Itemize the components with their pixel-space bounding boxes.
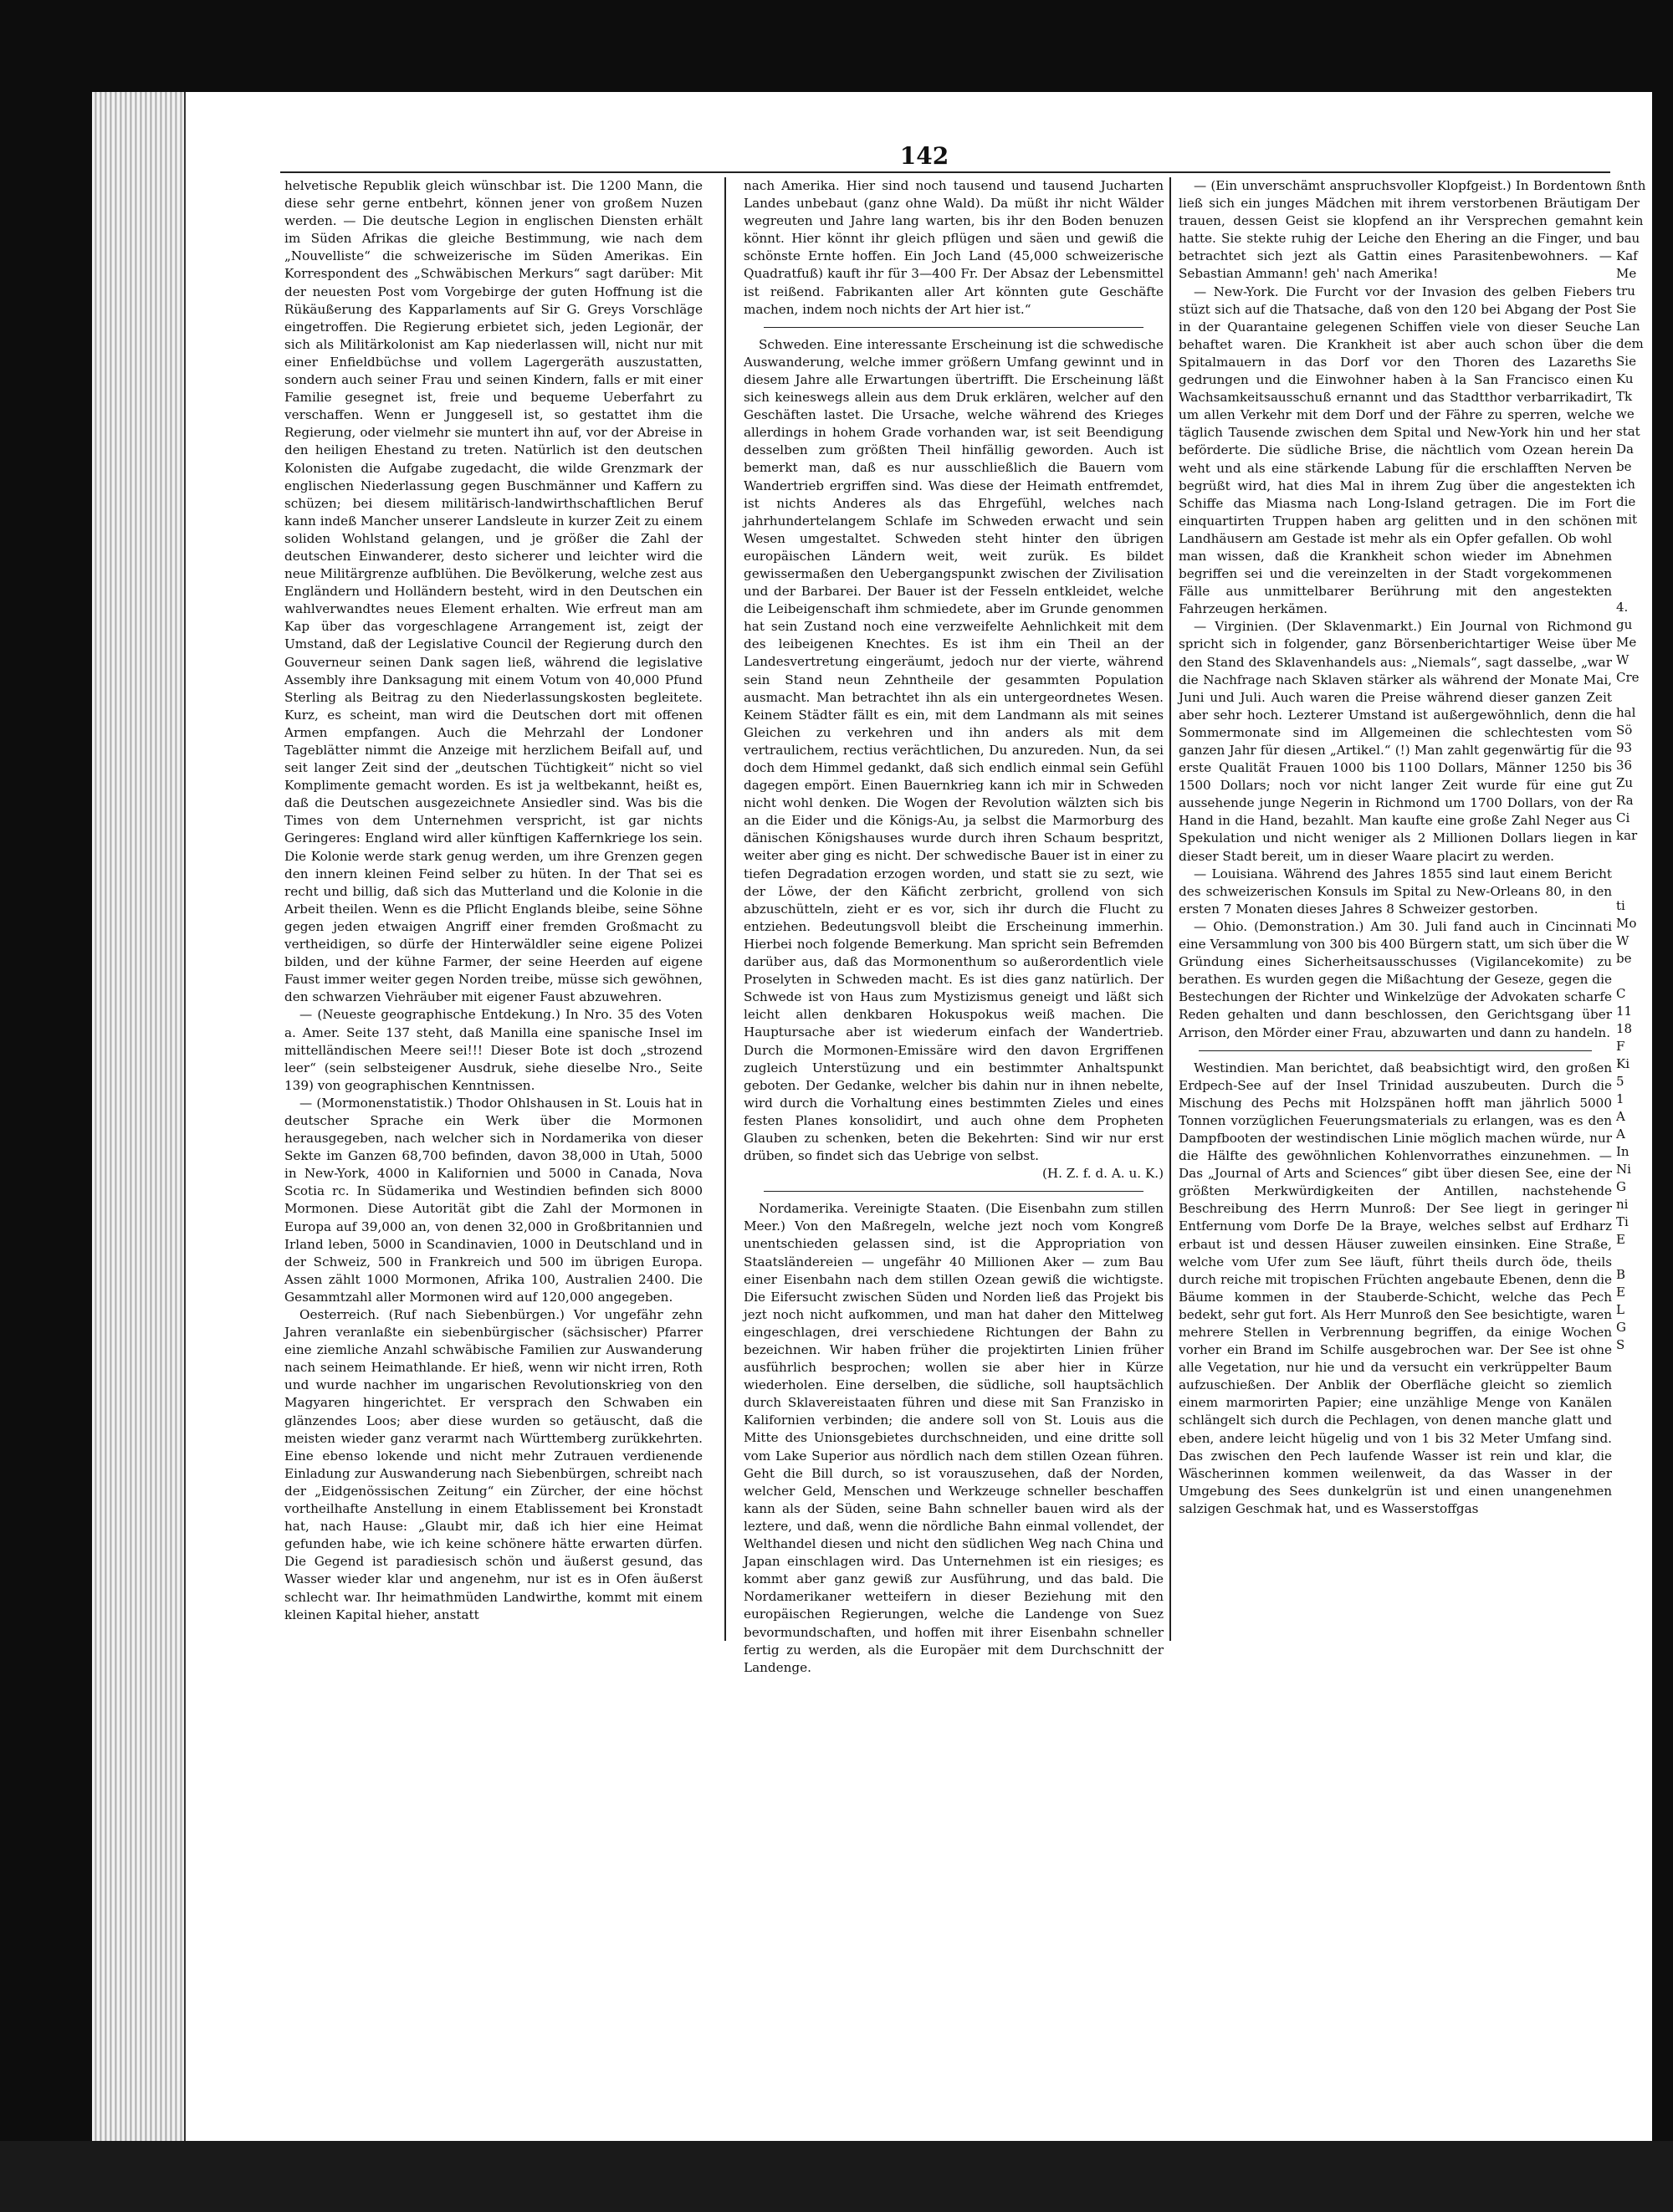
fragment-line: Cre [1616, 670, 1640, 685]
fragment-line: Ni [1616, 1162, 1631, 1177]
fragment-line [1616, 1512, 1651, 1530]
article-paragraph: — Louisiana. Während des Jahres 1855 sind laut einem Bericht des schweizerischen Konsuls im Spital zu New-Orleans 80, in den ersten 7 Monaten dieses Jahres 8 Schweizer gestorben. [1179, 866, 1612, 917]
fragment-line: A [1616, 1109, 1625, 1124]
fragment-line: hal [1616, 705, 1636, 720]
fragment-line: kar [1616, 828, 1638, 843]
fragment-line: S [1616, 1337, 1625, 1352]
fragment-line [1616, 1477, 1651, 1494]
fragment-line: ni [1616, 1197, 1629, 1212]
fragment-line [1616, 1600, 1651, 1617]
scan-border-bottom [0, 2141, 1673, 2212]
fragment-line: E [1616, 1285, 1625, 1300]
fragment-line: tru [1616, 284, 1635, 299]
fragment-line [1616, 862, 1651, 880]
article-paragraph: — (Ein unverschämt anspruchsvoller Klopfgeist.) In Bordentown ließ sich ein junges Mädchen mit ihrem verstorbenen Bräutigam trauen, dessen Geist sie klopfend an ihr Versprechen gemahnt hatte. Sie stekte ruhig der Leiche den Ehering an die Finger, und betrachtet sich jezt als Gattin eines Parasitenbewohners. — Sebastian Ammann! geh' nach Amerika! [1179, 178, 1612, 282]
fragment-line [1616, 1407, 1651, 1424]
fragment-line [1616, 1530, 1651, 1547]
fragment-line: Da [1616, 442, 1634, 457]
fragment-line [1616, 1424, 1651, 1442]
fragment-line: Lan [1616, 319, 1640, 334]
fragment-line: ßnth [1616, 178, 1646, 193]
fragment-line: E [1616, 1232, 1625, 1247]
fragment-line [1616, 1372, 1651, 1389]
fragment-line: Ti [1616, 1214, 1629, 1229]
fragment-line: B [1616, 1267, 1626, 1282]
fragment-line: G [1616, 1179, 1626, 1194]
fragment-line [1616, 1688, 1651, 1705]
fragment-line: Sö [1616, 723, 1633, 738]
fragment-line: we [1616, 406, 1635, 421]
article-paragraph: — Virginien. (Der Sklavenmarkt.) Ein Journal von Richmond spricht sich in folgender, ganz Börsenberichtartiger Weise über den Stand des Sklavenhandels aus: „Niemals“, sagt dasselbe, „war die Nachfrage nach Sklaven stärker als während der Monate Mai, Juni und Juli. Auch waren die Preise während dieser ganzen Zeit aber sehr hoch. Lezterer Umstand ist außergewöhnlich, denn die Sommermonate sind im Allgemeinen die schlechtesten vom ganzen Jahr für diesen „Artikel.“ (!) Man zahlt gegenwärtig für die erste Qualität Frauen 1000 bis 1100 Dollars, Männer 1250 bis 1500 Dollars; noch vor nicht langer Zeit wurde für eine gut aussehende junge Negerin in Richmond um 1700 Dollars, von der Hand in die Hand, bezahlt. Man kaufte eine große Zahl Neger aus Spekulation und nicht weniger als 2 Millionen Dollars liegen in dieser Stadt bereit, um in dieser Waare placirt zu werden. [1179, 619, 1612, 864]
article-paragraph: (H. Z. f. d. A. u. K.) [1041, 1166, 1164, 1182]
fragment-line [1616, 1547, 1651, 1565]
article-paragraph: helvetische Republik gleich wünschbar ist. Die 1200 Mann, die diese sehr gerne entbehrt, können jener von großem Nuzen werden. — Die deutsche Legion in englischen Diensten erhält im Süden Afrikas die gleiche Bestimmung, wie nach dem „Nouvelliste“ die schweizerische im Süden Amerikas. Ein Korrespondent des „Schwäbischen Merkurs“ sagt darüber: Mit der neuesten Post vom Vorgebirge der guten Hoffnung ist die Rükäußerung des Kapparlaments auf Sir G. Greys Vorschläge eingetroffen. Die Regierung erbietet sich, jeden Legionär, der sich als Militärkolonist am Kap niederlassen will, nicht nur mit einer Enfieldbüchse und vollem Lagergeräth auszustatten, sondern auch seiner Frau und seinen Kindern, falls er mit einer Familie gesegnet ist, freie und bequeme Ueberfahrt zu verschaffen. Wenn er Junggesell ist, so gestattet ihm die Regierung, oder vielmehr sie muntert ihn auf, vor der Abreise in den heiligen Ehestand zu treten. Natürlich ist den deutschen Kolonisten die Aufgabe zugedacht, die wilde Grenzmark der englischen Niederlassung gegen Buschmänner und Kaffern zu schüzen; bei diesem militärisch-landwirthschaftlichen Beruf kann indeß Mancher unserer Landsleute in kurzer Zeit zu einem soliden Wohlstand gelangen, und je größer die Zahl der deutschen Einwanderer, desto sicherer und leichter wird die neue Militärgrenze aufblühen. Die Bevölkerung, welche zest aus Engländern und Holländern besteht, wird in den Deutschen ein wahlverwandtes neues Element erhalten. Wie erfreut man am Kap über das vorgeschlagene Arrangement ist, zeigt der Umstand, daß der Legislative Council der Regierung durch den Gouverneur seinen Dank sagen ließ, während die legislative Assembly ihre Danksagung mit einem Votum von 40,000 Pfund Sterling als Beitrag zu den Niederlassungskosten begleitete. Kurz, es scheint, man wird die Deutschen dort mit offenen Armen empfangen. Auch die Mehrzahl der Londoner Tageblätter nimmt die Anzeige mit herzlichem Beifall auf, und seit langer Zeit sind der „deutschen Tüchtigkeit“ nicht so viel Komplimente gemacht worden. Es ist ja weltbekannt, heißt es, daß die Deutschen ausgezeichnete Ansiedler sind. Was bis die Times von dem Unternehmen verspricht, ist gar nichts Geringeres: England wird aller künftigen Kaffernkriege los sein. Die Kolonie werde stark genug werden, um ihre Grenzen gegen den innern kleinen Feind selber zu hüten. In der That sei es recht und billig, daß sich das Mutterland und die Kolonie in die Arbeit theilen. Wenn es die Pflicht Englands bleibe, seine Söhne gegen jeden etwaigen Angriff einer fremden Großmacht zu vertheidigen, so dürfe der Hinterwäldler seine eigene Polizei bilden, und der kühne Farmer, der seine Heerden auf eigene Faust immer weiter gegen Norden treibe, müsse sich gewöhnen, den schwarzen Viehräuber mit eigener Faust abzuwehren. [284, 178, 703, 1005]
fragment-line [1616, 564, 1651, 581]
fragment-line: A [1616, 1126, 1625, 1142]
fragment-line: Ku [1616, 371, 1634, 386]
fragment-line: G [1616, 1320, 1626, 1335]
fragment-line: Zu [1616, 775, 1634, 790]
fragment-line [1616, 1670, 1651, 1688]
fragment-line: Me [1616, 266, 1637, 281]
article-paragraph: nach Amerika. Hier sind noch tausend und tausend Jucharten Landes unbebaut (ganz ohne Wald). Da müßt ihr nicht Wälder wegreuten und Jahre lang warten, bis ihr den Boden benuzen könnt. Hier könnt ihr gleich pflügen und säen und gewiß die schönste Ernte hoffen. Ein Joch Land (45,000 schweizerische Quadratfuß) kauft ihr für 3—400 Fr. Der Absaz der Lebensmittel ist reißend. Fabrikanten aller Art könnten gute Geschäfte machen, indem noch nichts der Art hier ist.“ [744, 178, 1164, 317]
fragment-line [1616, 687, 1651, 704]
fragment-line: kein [1616, 213, 1644, 228]
fragment-line: Sie [1616, 354, 1636, 369]
fragment-line: 5 [1616, 1074, 1624, 1089]
fragment-line: Me [1616, 635, 1637, 650]
fragment-line [1616, 845, 1651, 862]
fragment-line: 36 [1616, 758, 1633, 773]
fragment-line: stat [1616, 424, 1640, 439]
scan-border-left [0, 0, 92, 2212]
fragment-line: Der [1616, 196, 1640, 211]
fragment-line: 1 [1616, 1091, 1624, 1106]
fragment-line: Ci [1616, 810, 1630, 825]
fragment-line: Ra [1616, 793, 1634, 808]
fragment-line: 18 [1616, 1021, 1633, 1036]
fragment-line: W [1616, 652, 1630, 667]
fragment-line: 4. [1616, 600, 1629, 615]
fragment-line: be [1616, 459, 1632, 474]
article-paragraph: Nordamerika. Vereinigte Staaten. (Die Eisenbahn zum stillen Meer.) Von den Maßregeln, welche jezt noch vom Kongreß unentschieden gelassen sind, ist die Appropriation von Staatsländereien — ungefähr 40 Millionen Aker — zum Bau einer Eisenbahn nach dem stillen Ozean gewiß die wichtigste. Die Eifersucht zwischen Süden und Norden ließ das Projekt bis jezt noch nicht aufkommen, und man hat daher den Mittelweg eingeschlagen, drei verschiedene Richtungen der Bahn zu bezeichnen. Wir haben früher die projektirten Linien früher ausführlich besprochen; wollen sie aber hier in Kürze wiederholen. Eine derselben, die südliche, soll hauptsächlich durch Sklavereistaaten führen und diese mit San Franzisko in Kalifornien verbinden; die andere soll von St. Louis aus die Mitte des Unionsgebietes durchschneiden, und eine dritte soll vom Lake Superior aus nördlich nach dem stillen Ozean führen. Geht die Bill durch, so ist vorauszusehen, daß der Norden, welcher Geld, Menschen und Werkzeuge schneller beschaffen kann als der Süden, seine Bahn schneller bauen wird als der leztere, und daß, wenn die nördliche Bahn einmal vollendet, der Welthandel diesen und nicht den südlichen Weg nach China und Japan einschlagen wird. Das Unternehmen ist ein riesiges; es kommt aber ganz gewiß zur Ausführung, und das bald. Die Nordamerikaner wetteifern in dieser Beziehung mit den europäischen Regierungen, welche die Landenge von Suez bevormundschaften, und hoffen mit ihrer Eisenbahn schneller fertig zu werden, als die Europäer mit dem Durchschnitt der Landenge. [744, 1201, 1164, 1675]
article-paragraph: — (Mormonenstatistik.) Thodor Ohlshausen in St. Louis hat in deutscher Sprache ein Werk über die Mormonen herausgegeben, nach welcher sich in Nordamerika von dieser Sekte im Ganzen 68,700 befinden, davon 38,000 in Utah, 5000 in New-York, 4000 in Kalifornien und 5000 in Canada, Nova Scotia rc. In Südamerika und Westindien befinden sich 8000 Mormonen. Diese Autorität gibt die Zahl der Mormonen in Europa auf 39,000 an, von denen 32,000 in Großbritannien und Irland leben, 5000 in Scandinavien, 1000 in Deutschland und in der Schweiz, 500 in Frankreich und 500 im übrigen Europa. Assen zählt 1000 Mormonen, Afrika 100, Australien 2400. Die Gesammtzahl aller Mormonen wird auf 120,000 angegeben. [284, 1095, 703, 1305]
fragment-line: 93 [1616, 740, 1633, 755]
article-separator [764, 1191, 1143, 1192]
book-page-edges [92, 92, 186, 2141]
fragment-line [1616, 1653, 1651, 1670]
column-divider-1 [724, 177, 726, 1641]
column-1 [284, 177, 703, 1917]
fragment-line [1616, 1582, 1651, 1600]
fragment-line: die [1616, 494, 1636, 509]
fragment-line: W [1616, 933, 1630, 948]
article-paragraph: Westindien. Man berichtet, daß beabsichtigt wird, den großen Erdpech-See auf der Insel Trinidad auszubeuten. Durch die Mischung des Pechs mit Holzspänen hofft man jährlich 5000 Tonnen vorzüglichen Feuerungsmaterials zu erlangen, was es den Dampfbooten der westindischen Linie möglich machen würde, nur die Hälfte des gewöhnlichen Kohlenvorrathes einzunehmen. — Das „Journal of Arts and Sciences“ gibt über diesen See, eine der größten Merkwürdigkeiten der Antillen, nachstehende Beschreibung des Herrn Munroß: Der See liegt in geringer Entfernung vom Dorfe De la Braye, welches selbst auf Erdharz erbaut ist und dessen Häuser zuweilen einsinken. Eine Straße, welche vom Ufer zum See läuft, führt theils durch öde, theils durch reiche mit tropischen Früchten angebaute Ebenen, denn die Bäume kommen in der Stauberde-Schicht, welche das Pech bedekt, sehr gut fort. Als Herr Munroß den See besichtigte, waren mehrere Stellen in Verbrennung begriffen, da einige Wochen vorher ein Brand im Schilfe ausgebrochen war. Der See ist ohne alle Vegetation, nur hie und da versucht ein verkrüppelter Baum aufzuschießen. Der Anblik der Oberfläche gleicht so ziemlich einem marmorirten Papier; eine unzählige Menge von Kanälen schlängelt sich durch die Pechlagen, von denen manche glatt und eben, andere leicht hügelig und von 1 bis 32 Meter Umfang sind. Das zwischen den Pech laufende Wasser ist rein und klar, die Wäscherinnen kommen weilenweit, da das Wasser in der Umgebung des Sees dunkelgrün ist und einen unangenehmen salzigen Geschmak hat, und es Wasserstoffgas [1179, 1060, 1612, 1516]
article-paragraph: Oesterreich. (Ruf nach Siebenbürgen.) Vor ungefähr zehn Jahren veranlaßte ein siebenbürgischer (sächsischer) Pfarrer eine ziemliche Anzahl schwäbische Familien zur Auswanderung nach seinem Heimathlande. Er hieß, wenn wir nicht irren, Roth und wurde nachher im ungarischen Revolutionskrieg von den Magyaren hingerichtet. Er versprach den Schwaben ein glänzendes Loos; aber diese wurden so getäuscht, daß die meisten wieder ganz verarmt nach Württemberg zurükkehrten. Eine ebenso lokende und nicht mehr Zutrauen verdienende Einladung zur Auswanderung nach Siebenbürgen, schreibt nach der „Eidgenössischen Zeitung“ ein Zürcher, der eine höchst vortheilhafte Anstellung in einem Etablissement bei Kronstadt hat, nach Hause: „Glaubt mir, daß ich hier eine Heimat gefunden habe, wie ich keine schönere hätte erwarten dürfen. Die Gegend ist paradiesisch schön und äußerst gesund, das Wasser wieder klar und angenehm, nur ist es in Ofen äußerst schlecht war. Ihr heimathmüden Landwirthe, kommt mit einem kleinen Kapital hieher, anstatt [284, 1307, 703, 1622]
fragment-line [1616, 968, 1651, 985]
fragment-line: dem [1616, 336, 1644, 351]
column-2 [744, 177, 1164, 1675]
scan-border-top [0, 0, 1673, 92]
fragment-line [1616, 1249, 1651, 1266]
article-paragraph: — (Neueste geographische Entdekung.) In Nro. 35 des Voten a. Amer. Seite 137 steht, daß Manilla eine spanische Insel im mittelländischen Meere sei!!! Dieser Bote ist doch „strozend leer“ (sein selbsteigener Ausdruk, siehe dieselbe Nro., Seite 139) von geographischen Kenntnissen. [284, 1007, 703, 1093]
fragment-line: be [1616, 951, 1632, 966]
fragment-line: Tk [1616, 389, 1633, 404]
fragment-line: ich [1616, 477, 1635, 492]
fragment-line: ti [1616, 898, 1625, 913]
article-separator [764, 327, 1143, 328]
page-number: 142 [899, 142, 949, 170]
fragment-line [1616, 1354, 1651, 1372]
fragment-line: mit [1616, 512, 1638, 527]
header-rule [280, 171, 1610, 173]
fragment-line [1616, 1494, 1651, 1512]
fragment-line: 11 [1616, 1004, 1633, 1019]
fragment-line [1616, 546, 1651, 564]
article-separator [1199, 1050, 1592, 1051]
fragment-line: C [1616, 986, 1626, 1001]
fragment-line: Kaf [1616, 248, 1638, 263]
article-paragraph: — New-York. Die Furcht vor der Invasion des gelben Fiebers stüzt sich auf die Thatsache, daß von den 120 bei Abgang der Post in der Quarantaine gelegenen Schiffen viele von dieser Seuche behaftet waren. Die Krankheit ist aber auch schon über die Spitalmauern in das Dorf vor den Thoren des Lazareths gedrungen und die Einwohner haben à la San Francisco einen Wachsamkeitsausschuß ernannt und das Stadtthor verbarrikadirt, um allen Verkehr mit dem Dorf und der Fähre zu sperren, welche täglich Tausende zwischen dem Spital und New-York hin und her beförderte. Die südliche Brise, die nächtlich vom Ozean herein weht und als eine stärkende Labung für die erschlafften Nerven begrüßt wird, hat dies Mal in ihrem Zug über die angestekten Schiffe das Miasma nach Long-Island getragen. Die im Fort einquartirten Truppen haben arg gelitten und in den schönen Landhäusern am Gestade ist mehr als ein Opfer gefallen. Ob wohl man wissen, daß die Krankheit schon wieder im Abnehmen begriffen sei und die vereinzelten in der Stadt vorgekommenen Fälle aus unmittelbarer Berührung mit den angestekten Fahrzeugen herkämen. [1179, 284, 1612, 617]
scan-border-right [1652, 0, 1673, 2212]
fragment-line [1616, 880, 1651, 897]
fragment-line: F [1616, 1039, 1625, 1054]
article-paragraph: Schweden. Eine interessante Erscheinung ist die schwedische Auswanderung, welche immer größern Umfang gewinnt und in diesem Jahre alle Erwartungen übertrifft. Die Erscheinung läßt sich keineswegs allein aus dem Druk erklären, welcher auf den Geschäften lastet. Die Ursache, welche während des Krieges allerdings in hohem Grade vorhanden war, ist seit Beendigung desselben zum größten Theil hinfällig geworden. Auch ist bemerkt man, daß es nur ausschließlich die Bauern vom Wandertrieb ergriffen sind. Was diese der Heimath entfremdet, ist nichts Anderes als das Ehrgefühl, welches nach jahrhundertelangem Schlafe im Schweden erwacht und sein Wesen umgestaltet. Schweden steht hinter den übrigen europäischen Ländern weit, weit zurük. Es bildet gewissermaßen den Uebergangspunkt zwischen der Zivilisation und der Barbarei. Der Bauer ist der Fesseln entkleidet, welche die Leibeigenschaft ihm schmiedete, aber im Grunde genommen hat sein Zustand noch eine verzweifelte Aehnlichkeit mit dem des leibeigenen Knechtes. Es ist ihm ein Theil an der Landesvertretung eingeräumt, jedoch nur der vierte, während sein Stand neun Zehntheile der gesammten Population ausmacht. Man betrachtet ihn als ein untergeordnetes Wesen. Keinem Städter fällt es ein, mit dem Landmann als mit seines Gleichen zu verkehren und ihn anders als mit dem vertraulichem, rectius verächtlichen, Du anzureden. Nun, da sei doch dem Himmel gedankt, daß sich endlich einmal sein Gefühl dagegen empört. Einen Bauernkrieg kann ich mir in Schweden nicht wohl denken. Die Wogen der Revolution wälzten sich bis an die Eider und die Königs-Au, ja selbst die Marmorburg des dänischen Königshauses wurde durch ihren Schaum bespritzt, weiter aber ging es nicht. Der schwedische Bauer ist in einer zu tiefen Degradation erzogen worden, und statt sie zu sezt, wie der Löwe, der den Käficht zerbricht, grollend von sich abzuschütteln, zieht er es vor, sich ihr durch die Flucht zu entziehen. Bedeutungsvoll bleibt die Erscheinung immerhin. Hierbei noch folgende Bemerkung. Man spricht sein Befremden darüber aus, daß das Mormonenthum so außerordentlich viele Proselyten in Schweden macht. Es ist dies ganz natürlich. Der Schwede ist von Haus zum Mystizismus geneigt und läßt sich leicht allen denkbaren Hokuspokus weiß machen. Die Hauptursache aber ist wiederum einfach der Wandertrieb. Durch die Mormonen-Emissäre wird den davon Ergriffenen zugleich Unterstüzung und ein bestimmter Anhaltspunkt geboten. Der Gedanke, welcher bis dahin nur in ihnen nebelte, wird durch die Vorhaltung eines bestimmten Zieles und eines festen Planes konsolidirt, und auch ohne dem Propheten Glauben zu schenken, beten die Bekehrten: Sind wir nur erst drüben, so findet sich das Uebrige von selbst. [744, 336, 1164, 1164]
fragment-line [1616, 1459, 1651, 1477]
fragment-line [1616, 1635, 1651, 1653]
fragment-line [1616, 529, 1651, 546]
fragment-line: gu [1616, 617, 1633, 632]
fragment-line [1616, 1705, 1651, 1723]
fragment-line: L [1616, 1302, 1624, 1317]
column-3 [1179, 177, 1612, 1599]
fragment-line: In [1616, 1144, 1630, 1159]
fragment-line [1616, 581, 1651, 599]
fragment-line [1616, 1442, 1651, 1459]
fragment-line [1616, 1389, 1651, 1407]
fragment-line: Sie [1616, 301, 1636, 316]
fragment-line [1616, 1565, 1651, 1582]
fragment-line: Ki [1616, 1056, 1630, 1071]
fragment-line [1616, 1617, 1651, 1635]
column-divider-2 [1169, 177, 1171, 1641]
fragment-line: Mo [1616, 916, 1637, 931]
article-paragraph: — Ohio. (Demonstration.) Am 30. Juli fand auch in Cincinnati eine Versammlung von 300 bis 400 Bürgern statt, um sich über die Gründung eines Sicherheitsausschusses (Vigilancekomite) zu berathen. Es wurden gegen die Mißachtung der Geseze, gegen die Bestechungen der Richter und Winkelzüge der Advokaten scharfe Reden gehalten und dann beschlossen, den Gerichtsgang über Arrison, den Mörder einer Frau, abzuwarten und dann zu handeln. [1179, 918, 1612, 1040]
next-page-fragment [1616, 177, 1651, 2101]
fragment-line: bau [1616, 231, 1640, 246]
